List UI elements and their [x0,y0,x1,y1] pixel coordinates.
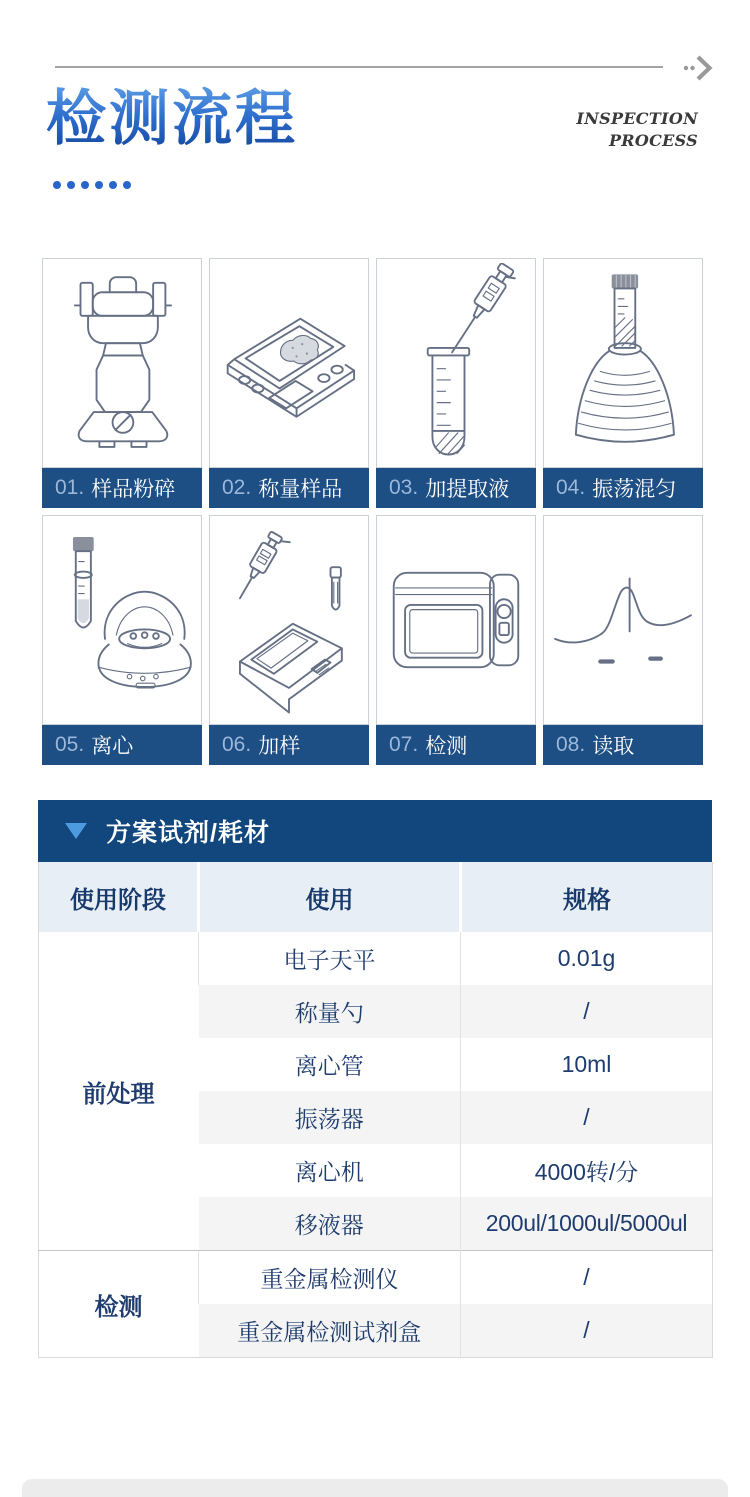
sample-loading-icon [213,520,365,720]
step-number: 03. [389,476,419,499]
step-label-bar [376,725,536,765]
step-label: 离心 [91,735,134,758]
title-dot [123,181,131,189]
title-dot [109,181,117,189]
title-dot [95,181,103,189]
step-number: 01. [55,476,85,499]
step-figure [42,515,202,725]
process-grid [42,258,703,765]
step-number: 04. [556,476,586,499]
step-number: 07. [389,733,419,756]
process-step-card [376,515,536,765]
process-step-card [42,515,202,765]
step-label: 加提取液 [425,478,510,501]
item-cell: 称量勺 [199,985,461,1038]
table-row [39,932,713,985]
step-label-bar [209,725,369,765]
step-label: 称量样品 [258,478,343,501]
process-step-card [209,258,369,508]
process-step-card [543,515,703,765]
next-section-top-edge [22,1479,728,1497]
step-figure [543,515,703,725]
step-number: 08. [556,733,586,756]
col-header-stage: 使用阶段 [39,862,199,932]
item-cell: 移液器 [199,1197,461,1251]
step-label-bar [42,468,202,508]
spec-cell: 0.01g [461,932,713,985]
step-number: 05. [55,733,85,756]
spec-cell: / [461,1304,713,1358]
step-label-bar [543,468,703,508]
spec-table [38,862,713,1358]
step-label: 振荡混匀 [592,478,677,501]
spec-table-title: 方案试剂/耗材 [106,819,270,847]
process-step-card [42,258,202,508]
spec-cell: / [461,1251,713,1305]
item-cell: 振荡器 [199,1091,461,1144]
step-figure [209,258,369,468]
item-cell: 离心管 [294,1053,364,1079]
page-title: 检测流程 [46,84,298,154]
step-figure [209,515,369,725]
spec-table-title-bar [38,800,712,862]
subtitle-line1: INSPECTION [576,109,698,128]
step-number: 02. [222,476,252,499]
chevron-right-icon [680,50,716,86]
spec-cell: 200ul/1000ul/5000ul [461,1197,713,1251]
table-row [39,1251,713,1305]
header-divider-line [55,66,663,68]
step-label: 加样 [258,735,301,758]
step-label: 检测 [425,735,468,758]
step-label-bar [42,725,202,765]
step-label-bar [209,468,369,508]
step-label-bar [376,468,536,508]
electronic-scale-icon [213,263,365,463]
vortex-mixer-icon [547,263,699,463]
process-step-card [543,258,703,508]
page-subtitle [576,108,698,151]
spec-table-section [38,800,712,1358]
pipette-into-tube-icon [380,263,532,463]
stage-cell: 前处理 [39,932,199,1251]
item-cell: 重金属检测仪 [199,1251,461,1305]
col-header-spec: 规格 [461,862,713,932]
col-header-item: 使用 [199,862,461,932]
item-cell: 电子天平 [199,932,461,985]
spec-cell: 4000转/分 [461,1144,713,1197]
step-label-bar [543,725,703,765]
spec-cell: / [461,1091,713,1144]
step-number: 06. [222,733,252,756]
table-header-row [39,862,713,932]
process-step-card [376,258,536,508]
stage-cell: 检测 [39,1251,199,1358]
triangle-down-icon [65,823,87,839]
subtitle-line2: PROCESS [608,130,698,150]
detector-device-icon [380,520,532,720]
step-figure [42,258,202,468]
title-dot [67,181,75,189]
step-figure [376,515,536,725]
step-label: 读取 [592,735,635,758]
item-cell: 离心机 [294,1159,364,1185]
spec-cell: 10ml [461,1038,713,1091]
title-dot [81,181,89,189]
title-dot [53,181,61,189]
grinder-icon [46,263,198,463]
process-step-card [209,515,369,765]
step-label: 样品粉碎 [91,478,176,501]
result-curve-icon [547,520,699,720]
title-dots [53,181,131,189]
spec-cell: / [461,985,713,1038]
item-cell: 重金属检测试剂盒 [199,1304,461,1358]
centrifuge-icon [46,520,198,720]
step-figure [376,258,536,468]
step-figure [543,258,703,468]
